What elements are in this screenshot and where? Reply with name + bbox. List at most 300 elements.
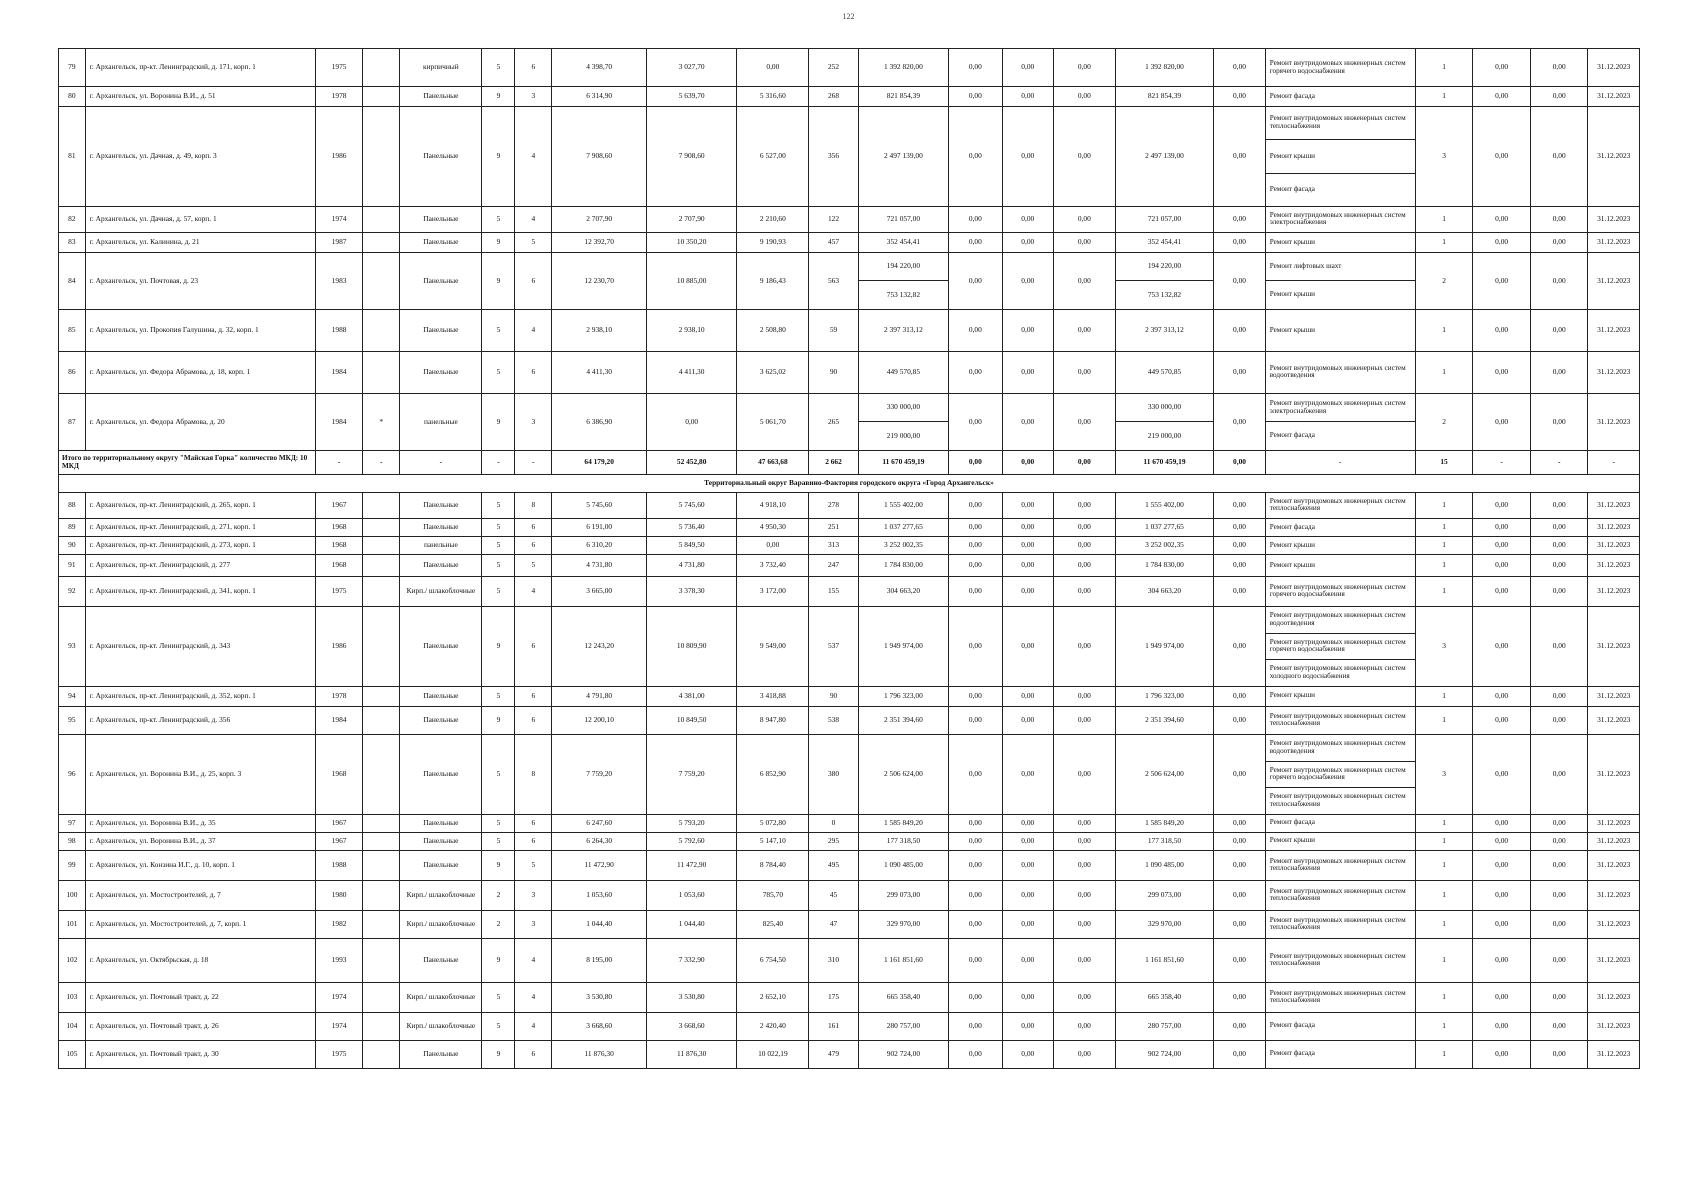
area-total-cell: 2 938,10: [552, 309, 647, 351]
residents-cell: 380: [809, 734, 858, 814]
cost-cell-line: 1 585 849,20: [883, 818, 923, 828]
fund-cell: 0,00: [1473, 1012, 1531, 1040]
cost-cell-line: 1 161 851,60: [883, 955, 923, 965]
cost-cell-line: 1 392 820,00: [883, 62, 923, 72]
works-cell-line: Ремонт внутридомовых инженерных систем холодного водоснабжения: [1266, 659, 1415, 686]
mark-cell: [363, 606, 400, 686]
works-cell-line: Ремонт фасада: [1269, 91, 1315, 100]
fund-cell: 0,00: [1473, 536, 1531, 554]
fund-cell: 0,00: [1473, 107, 1531, 207]
area-living-cell: 5 147,10: [737, 832, 809, 850]
fund-cell: 0,00: [1530, 1040, 1588, 1068]
fund-cell: 0,00: [949, 393, 1002, 450]
address-cell: г. Архангельск, пр-кт. Ленинградский, д. 343: [85, 606, 315, 686]
fund-cell: 0,00: [1214, 351, 1265, 393]
works-cell: [1265, 814, 1415, 832]
fund-cell: 0,00: [1473, 393, 1531, 450]
works-cell: [1265, 232, 1415, 252]
works-cell: [1265, 536, 1415, 554]
area-total-cell: 3 668,60: [552, 1012, 647, 1040]
material-cell: Панельные: [400, 606, 482, 686]
fund-cell: 0,00: [1530, 982, 1588, 1012]
residents-cell: 45: [809, 880, 858, 910]
works-cell-line: Ремонт фасада: [1269, 522, 1315, 531]
count-cell: 1: [1415, 982, 1473, 1012]
fund-cell: 0,00: [1530, 938, 1588, 982]
cost-b-cell: [1115, 686, 1214, 706]
works-cell: [1265, 734, 1415, 814]
fund-cell: 0,00: [1053, 49, 1115, 87]
cost-b-cell: [1115, 536, 1214, 554]
works-cell: [1265, 492, 1415, 518]
fund-cell: 0,00: [1214, 686, 1265, 706]
cost-b-cell-line: 721 057,00: [1147, 214, 1182, 224]
mark-cell: [363, 814, 400, 832]
fund-cell: 0,00: [1053, 492, 1115, 518]
material-cell: панельные: [400, 536, 482, 554]
mark-cell: [363, 252, 400, 309]
fund-cell: 0,00: [1530, 576, 1588, 606]
fund-cell: 0,00: [1214, 206, 1265, 232]
cost-cell-line: 821 854,39: [886, 91, 921, 101]
cost-b-cell: [1115, 252, 1214, 309]
works-cell-line: Ремонт внутридомовых инженерных систем теплоснабжения: [1269, 711, 1406, 728]
fund-cell: 0,00: [1002, 850, 1053, 880]
count-cell: 3: [1415, 734, 1473, 814]
works-cell: [1265, 393, 1415, 450]
row-number: 80: [59, 87, 86, 107]
fund-cell: 0,00: [1053, 351, 1115, 393]
residents-cell: 457: [809, 232, 858, 252]
works-cell-line: Ремонт внутридомовых инженерных систем водоотведения: [1269, 363, 1406, 380]
entrances-cell: 6: [515, 606, 552, 686]
cost-cell-line: 753 132,82: [859, 280, 948, 309]
fund-cell: 0,00: [1214, 49, 1265, 87]
area-living-cell: 3 732,40: [737, 554, 809, 576]
fund-cell: 0,00: [1002, 393, 1053, 450]
fund-cell: 0,00: [1530, 832, 1588, 850]
area-premises-cell: 1 053,60: [646, 880, 736, 910]
fund-cell: 0,00: [1473, 576, 1531, 606]
mark-cell: [363, 880, 400, 910]
table-row: [59, 206, 1640, 232]
mark-cell: [363, 49, 400, 87]
area-total-cell: 4 791,80: [552, 686, 647, 706]
mark-cell: [363, 1012, 400, 1040]
area-total-cell: 12 392,70: [552, 232, 647, 252]
fund-cell: 0,00: [1530, 393, 1588, 450]
area-premises-cell: 5 745,60: [646, 492, 736, 518]
cost-b-cell: [1115, 309, 1214, 351]
works-cell: [1265, 938, 1415, 982]
fund-cell: 0,00: [1214, 734, 1265, 814]
section-header-row: [59, 474, 1640, 492]
works-cell-line: Ремонт фасада: [1269, 818, 1315, 827]
total-area-total: 64 179,20: [552, 450, 647, 474]
row-number: 96: [59, 734, 86, 814]
address-cell: г. Архангельск, ул. Мостостроителей, д. 7, корп. 1: [85, 910, 315, 938]
works-cell-line: Ремонт фасада: [1266, 421, 1415, 450]
cost-b-cell: [1115, 518, 1214, 536]
entrances-cell: 8: [515, 492, 552, 518]
fund-cell: 0,00: [949, 518, 1002, 536]
floors-cell: 9: [482, 232, 515, 252]
residents-cell: 251: [809, 518, 858, 536]
fund-cell: 0,00: [1473, 706, 1531, 734]
cost-b-cell-line: 821 854,39: [1147, 91, 1182, 101]
material-cell: Панельные: [400, 518, 482, 536]
mark-cell: [363, 554, 400, 576]
works-cell-line: Ремонт фасада: [1269, 1021, 1315, 1030]
table-row: [59, 107, 1640, 207]
fund-cell: 0,00: [949, 554, 1002, 576]
row-number: 93: [59, 606, 86, 686]
material-cell: Панельные: [400, 814, 482, 832]
works-cell: [1265, 1012, 1415, 1040]
mark-cell: *: [363, 393, 400, 450]
row-number: 99: [59, 850, 86, 880]
mark-cell: [363, 87, 400, 107]
works-cell: [1265, 107, 1415, 207]
mark-cell: [363, 706, 400, 734]
cost-cell-line: 219 000,00: [859, 421, 948, 450]
cost-b-cell: [1115, 87, 1214, 107]
residents-cell: 278: [809, 492, 858, 518]
fund-cell: 0,00: [949, 910, 1002, 938]
fund-cell: 0,00: [1053, 850, 1115, 880]
cost-b-cell: [1115, 206, 1214, 232]
address-cell: г. Архангельск, ул. Октябрьская, д. 18: [85, 938, 315, 982]
floors-cell: 5: [482, 49, 515, 87]
fund-cell: 0,00: [1530, 554, 1588, 576]
table-row: [59, 686, 1640, 706]
area-premises-cell: 3 668,60: [646, 1012, 736, 1040]
cost-cell: [858, 206, 948, 232]
residents-cell: 90: [809, 686, 858, 706]
material-cell: Панельные: [400, 206, 482, 232]
area-total-cell: 6 314,90: [552, 87, 647, 107]
material-cell: Кирп./ шлакоблочные: [400, 982, 482, 1012]
material-cell: Панельные: [400, 554, 482, 576]
area-premises-cell: 5 849,50: [646, 536, 736, 554]
floors-cell: 9: [482, 107, 515, 207]
material-cell: Кирп./ шлакоблочные: [400, 880, 482, 910]
fund-cell: 0,00: [1002, 492, 1053, 518]
fund-cell: 0,00: [949, 606, 1002, 686]
area-premises-cell: 4 731,80: [646, 554, 736, 576]
floors-cell: 5: [482, 576, 515, 606]
mark-cell: [363, 309, 400, 351]
table-row: [59, 910, 1640, 938]
residents-cell: 537: [809, 606, 858, 686]
row-number: 89: [59, 518, 86, 536]
year-cell: 1984: [315, 393, 362, 450]
address-cell: г. Архангельск, пр-кт. Ленинградский, д. 265, корп. 1: [85, 492, 315, 518]
fund-cell: 0,00: [1530, 850, 1588, 880]
cost-cell: [858, 832, 948, 850]
cost-cell-line: 665 358,40: [886, 992, 921, 1002]
fund-cell: 0,00: [1053, 938, 1115, 982]
mark-cell: [363, 1040, 400, 1068]
date-cell: 31.12.2023: [1588, 910, 1640, 938]
works-cell: [1265, 309, 1415, 351]
area-total-cell: 8 195,00: [552, 938, 647, 982]
fund-cell: 0,00: [949, 1012, 1002, 1040]
floors-cell: 5: [482, 734, 515, 814]
material-cell: Панельные: [400, 87, 482, 107]
fund-cell: 0,00: [1053, 576, 1115, 606]
total-area-premises: 52 452,80: [646, 450, 736, 474]
area-premises-cell: 7 908,60: [646, 107, 736, 207]
cost-b-cell-line: 902 724,00: [1147, 1049, 1182, 1059]
fund-cell: 0,00: [949, 814, 1002, 832]
area-total-cell: 4 398,70: [552, 49, 647, 87]
fund-cell: 0,00: [1002, 252, 1053, 309]
fund-cell: 0,00: [1473, 850, 1531, 880]
fund-cell: 0,00: [1530, 910, 1588, 938]
fund-cell: 0,00: [1473, 606, 1531, 686]
cost-cell-line: 1 555 402,00: [883, 500, 923, 510]
row-number: 94: [59, 686, 86, 706]
area-premises-cell: 3 027,70: [646, 49, 736, 87]
cost-b-cell-line: 177 318,50: [1147, 836, 1182, 846]
row-number: 104: [59, 1012, 86, 1040]
year-cell: 1980: [315, 880, 362, 910]
fund-cell: 0,00: [1473, 309, 1531, 351]
area-living-cell: 4 918,10: [737, 492, 809, 518]
entrances-cell: 6: [515, 536, 552, 554]
cost-cell: [858, 880, 948, 910]
area-total-cell: 6 247,60: [552, 814, 647, 832]
fund-cell: 0,00: [1473, 232, 1531, 252]
works-cell-line: Ремонт внутридомовых инженерных систем теплоснабжения: [1269, 496, 1406, 513]
fund-cell: 0,00: [1002, 880, 1053, 910]
mark-cell: [363, 850, 400, 880]
cost-b-cell: [1115, 393, 1214, 450]
cost-b-cell-line: 1 949 974,00: [1145, 641, 1184, 651]
count-cell: 2: [1415, 252, 1473, 309]
cost-cell: [858, 393, 948, 450]
material-cell: кирпичный: [400, 49, 482, 87]
material-cell: Панельные: [400, 686, 482, 706]
entrances-cell: 4: [515, 107, 552, 207]
year-cell: 1974: [315, 206, 362, 232]
area-premises-cell: 10 350,20: [646, 232, 736, 252]
residents-cell: 252: [809, 49, 858, 87]
cost-cell-line: 449 570,85: [886, 367, 921, 377]
works-cell-line: Ремонт внутридомовых инженерных систем электроснабжения: [1269, 398, 1406, 415]
material-cell: Панельные: [400, 938, 482, 982]
fund-cell: 0,00: [1002, 351, 1053, 393]
material-cell: панельные: [400, 393, 482, 450]
row-number: 86: [59, 351, 86, 393]
fund-cell: 0,00: [1002, 232, 1053, 252]
cost-b-cell: [1115, 606, 1214, 686]
year-cell: 1988: [315, 309, 362, 351]
capital-repair-table: [58, 48, 1640, 1069]
year-cell: 1984: [315, 706, 362, 734]
cost-cell: [858, 554, 948, 576]
mark-cell: [363, 832, 400, 850]
area-total-cell: 4 731,80: [552, 554, 647, 576]
cost-b-cell-line: 2 497 139,00: [1145, 151, 1184, 161]
cost-cell: [858, 87, 948, 107]
cost-cell-line: 177 318,50: [886, 836, 921, 846]
count-cell: 2: [1415, 393, 1473, 450]
count-cell: 1: [1415, 518, 1473, 536]
fund-cell: 0,00: [1530, 49, 1588, 87]
area-premises-cell: 4 381,00: [646, 686, 736, 706]
row-number: 81: [59, 107, 86, 207]
fund-cell: 0,00: [1473, 554, 1531, 576]
count-cell: 1: [1415, 536, 1473, 554]
cost-cell: [858, 518, 948, 536]
cost-cell-line: 2 397 313,12: [883, 325, 923, 335]
floors-cell: 5: [482, 686, 515, 706]
mark-cell: [363, 107, 400, 207]
fund-cell: 0,00: [949, 87, 1002, 107]
works-cell-line: Ремонт внутридомовых инженерных систем горячего водоснабжения: [1266, 633, 1415, 660]
row-number: 105: [59, 1040, 86, 1068]
year-cell: 1986: [315, 606, 362, 686]
floors-cell: 5: [482, 832, 515, 850]
residents-cell: 122: [809, 206, 858, 232]
count-cell: 1: [1415, 206, 1473, 232]
works-cell-line: Ремонт фасада: [1266, 173, 1415, 206]
table-row: [59, 232, 1640, 252]
residents-cell: 313: [809, 536, 858, 554]
date-cell: 31.12.2023: [1588, 938, 1640, 982]
fund-cell: 0,00: [1214, 309, 1265, 351]
fund-cell: 0,00: [1214, 492, 1265, 518]
cost-cell-line: 2 497 139,00: [883, 151, 923, 161]
cost-b-cell-line: 1 585 849,20: [1145, 818, 1184, 828]
address-cell: г. Архангельск, ул. Дачная, д. 49, корп. 3: [85, 107, 315, 207]
cost-cell: [858, 850, 948, 880]
area-premises-cell: 7 332,90: [646, 938, 736, 982]
area-total-cell: 11 876,30: [552, 1040, 647, 1068]
count-cell: 1: [1415, 706, 1473, 734]
mark-cell: [363, 938, 400, 982]
works-cell: [1265, 49, 1415, 87]
works-cell-line: Ремонт крыши: [1266, 139, 1415, 172]
fund-cell: 0,00: [1214, 393, 1265, 450]
count-cell: 1: [1415, 850, 1473, 880]
date-cell: 31.12.2023: [1588, 606, 1640, 686]
year-cell: 1978: [315, 87, 362, 107]
cost-cell-line: 902 724,00: [886, 1049, 921, 1059]
works-cell-line: Ремонт крыши: [1269, 540, 1316, 549]
cost-cell-line: 304 663,20: [886, 586, 921, 596]
address-cell: г. Архангельск, ул. Федора Абрамова, д. 20: [85, 393, 315, 450]
table-row: [59, 832, 1640, 850]
row-number: 91: [59, 554, 86, 576]
fund-cell: 0,00: [1053, 87, 1115, 107]
address-cell: г. Архангельск, пр-кт. Ленинградский, д. 277: [85, 554, 315, 576]
total-dash: -: [482, 450, 515, 474]
mark-cell: [363, 206, 400, 232]
fund-cell: 0,00: [1530, 492, 1588, 518]
area-premises-cell: 10 809,90: [646, 606, 736, 686]
date-cell: 31.12.2023: [1588, 706, 1640, 734]
address-cell: г. Архангельск, ул. Почтовый тракт, д. 30: [85, 1040, 315, 1068]
fund-cell: 0,00: [1053, 606, 1115, 686]
works-cell: [1265, 910, 1415, 938]
year-cell: 1984: [315, 351, 362, 393]
fund-cell: 0,00: [1473, 252, 1531, 309]
mark-cell: [363, 492, 400, 518]
fund-cell: 0,00: [1053, 393, 1115, 450]
year-cell: 1983: [315, 252, 362, 309]
fund-cell: 0,00: [949, 107, 1002, 207]
cost-b-cell-line: 1 161 851,60: [1145, 955, 1184, 965]
area-total-cell: 4 411,30: [552, 351, 647, 393]
fund-cell: 0,00: [1473, 814, 1531, 832]
table-body-mayskaya-gorka: [59, 49, 1640, 451]
works-cell: [1265, 880, 1415, 910]
floors-cell: 9: [482, 850, 515, 880]
area-living-cell: 5 316,60: [737, 87, 809, 107]
fund-cell: 0,00: [949, 982, 1002, 1012]
table-row: [59, 536, 1640, 554]
cost-b-cell: [1115, 351, 1214, 393]
entrances-cell: 4: [515, 309, 552, 351]
fund-cell: 0,00: [1530, 351, 1588, 393]
area-living-cell: 3 172,00: [737, 576, 809, 606]
cost-cell: [858, 309, 948, 351]
cost-b-cell-line: 2 506 624,00: [1145, 769, 1184, 779]
fund-cell: 0,00: [949, 536, 1002, 554]
material-cell: Панельные: [400, 107, 482, 207]
works-cell-line: Ремонт внутридомовых инженерных систем электроснабжения: [1269, 210, 1406, 227]
address-cell: г. Архангельск, ул. Почтовая, д. 23: [85, 252, 315, 309]
cost-cell: [858, 910, 948, 938]
count-cell: 1: [1415, 938, 1473, 982]
year-cell: 1988: [315, 850, 362, 880]
fund-cell: 0,00: [1002, 1040, 1053, 1068]
cost-b-cell: [1115, 880, 1214, 910]
count-cell: 1: [1415, 554, 1473, 576]
fund-cell: 0,00: [1530, 706, 1588, 734]
date-cell: 31.12.2023: [1588, 492, 1640, 518]
fund-cell: 0,00: [1002, 554, 1053, 576]
fund-cell: 0,00: [1002, 309, 1053, 351]
area-living-cell: 0,00: [737, 536, 809, 554]
area-total-cell: 3 530,80: [552, 982, 647, 1012]
area-total-cell: 1 053,60: [552, 880, 647, 910]
cost-b-cell: [1115, 982, 1214, 1012]
fund-cell: 0,00: [1214, 1012, 1265, 1040]
fund-cell: 0,00: [1053, 536, 1115, 554]
date-cell: 31.12.2023: [1588, 1040, 1640, 1068]
address-cell: г. Архангельск, ул. Калинина, д. 21: [85, 232, 315, 252]
cost-cell: [858, 706, 948, 734]
row-number: 98: [59, 832, 86, 850]
works-cell-line: Ремонт крыши: [1269, 836, 1316, 845]
cost-b-cell: [1115, 107, 1214, 207]
fund-cell: 0,00: [1053, 1040, 1115, 1068]
address-cell: г. Архангельск, ул. Федора Абрамова, д. 18, корп. 1: [85, 351, 315, 393]
fund-cell: 0,00: [1214, 232, 1265, 252]
cost-cell: [858, 982, 948, 1012]
total-dash: -: [363, 450, 400, 474]
fund-cell: 0,00: [1002, 686, 1053, 706]
year-cell: 1968: [315, 554, 362, 576]
total-c3: 0,00: [1053, 450, 1115, 474]
fund-cell: 0,00: [1530, 536, 1588, 554]
year-cell: 1968: [315, 734, 362, 814]
fund-cell: 0,00: [1473, 1040, 1531, 1068]
